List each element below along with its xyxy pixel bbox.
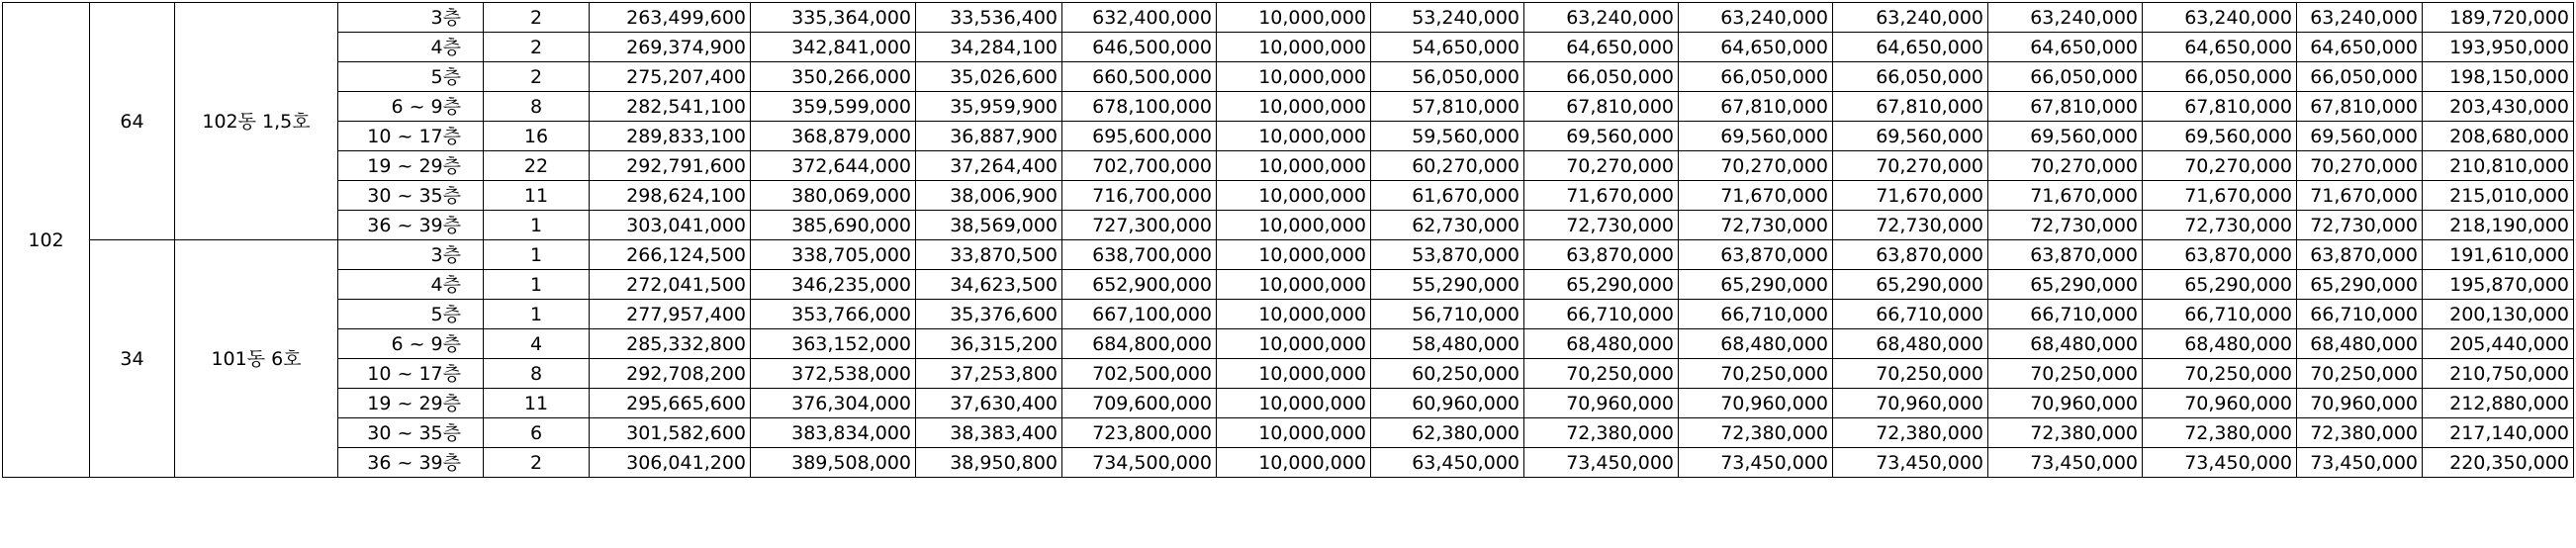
amount-cell: 38,569,000 xyxy=(916,211,1062,240)
amount-cell: 72,730,000 xyxy=(2297,211,2423,240)
amount-cell: 37,630,400 xyxy=(916,389,1062,418)
amount-cell: 64,650,000 xyxy=(1679,33,1833,62)
amount-cell: 65,290,000 xyxy=(1833,270,1988,300)
amount-cell: 53,240,000 xyxy=(1371,3,1524,33)
amount-cell: 191,610,000 xyxy=(2423,240,2574,270)
amount-cell: 67,810,000 xyxy=(1833,92,1988,122)
amount-cell: 10,000,000 xyxy=(1217,329,1371,359)
amount-cell: 189,720,000 xyxy=(2423,3,2574,33)
amount-cell: 272,041,500 xyxy=(590,270,751,300)
amount-cell: 383,834,000 xyxy=(751,418,916,448)
amount-cell: 73,450,000 xyxy=(2297,448,2423,478)
amount-cell: 208,680,000 xyxy=(2423,122,2574,151)
amount-cell: 73,450,000 xyxy=(1524,448,1679,478)
amount-cell: 210,810,000 xyxy=(2423,151,2574,181)
amount-cell: 10,000,000 xyxy=(1217,3,1371,33)
count-cell: 6 xyxy=(484,418,590,448)
amount-cell: 66,710,000 xyxy=(1988,300,2143,329)
amount-cell: 53,870,000 xyxy=(1371,240,1524,270)
amount-cell: 67,810,000 xyxy=(1524,92,1679,122)
amount-cell: 210,750,000 xyxy=(2423,359,2574,389)
amount-cell: 63,870,000 xyxy=(1988,240,2143,270)
amount-cell: 652,900,000 xyxy=(1062,270,1217,300)
amount-cell: 292,791,600 xyxy=(590,151,751,181)
amount-cell: 63,450,000 xyxy=(1371,448,1524,478)
amount-cell: 66,710,000 xyxy=(1679,300,1833,329)
amount-cell: 646,500,000 xyxy=(1062,33,1217,62)
amount-cell: 72,380,000 xyxy=(2143,418,2297,448)
amount-cell: 70,960,000 xyxy=(1833,389,1988,418)
amount-cell: 338,705,000 xyxy=(751,240,916,270)
floor-cell: 3층 xyxy=(338,3,484,33)
amount-cell: 55,290,000 xyxy=(1371,270,1524,300)
amount-cell: 72,730,000 xyxy=(2143,211,2297,240)
amount-cell: 71,670,000 xyxy=(1679,181,1833,211)
amount-cell: 62,380,000 xyxy=(1371,418,1524,448)
amount-cell: 295,665,600 xyxy=(590,389,751,418)
amount-cell: 57,810,000 xyxy=(1371,92,1524,122)
amount-cell: 70,270,000 xyxy=(2143,151,2297,181)
amount-cell: 10,000,000 xyxy=(1217,62,1371,92)
amount-cell: 10,000,000 xyxy=(1217,211,1371,240)
count-cell: 1 xyxy=(484,270,590,300)
table-row xyxy=(3,92,2574,122)
amount-cell: 34,623,500 xyxy=(916,270,1062,300)
amount-cell: 65,290,000 xyxy=(1679,270,1833,300)
table-row xyxy=(3,3,2574,33)
amount-cell: 63,870,000 xyxy=(1679,240,1833,270)
count-cell: 16 xyxy=(484,122,590,151)
amount-cell: 10,000,000 xyxy=(1217,240,1371,270)
amount-cell: 695,600,000 xyxy=(1062,122,1217,151)
amount-cell: 220,350,000 xyxy=(2423,448,2574,478)
amount-cell: 282,541,100 xyxy=(590,92,751,122)
floor-cell: 19 ~ 29층 xyxy=(338,389,484,418)
count-cell: 4 xyxy=(484,329,590,359)
amount-cell: 638,700,000 xyxy=(1062,240,1217,270)
amount-cell: 10,000,000 xyxy=(1217,418,1371,448)
amount-cell: 38,383,400 xyxy=(916,418,1062,448)
amount-cell: 389,508,000 xyxy=(751,448,916,478)
count-cell: 1 xyxy=(484,240,590,270)
amount-cell: 346,235,000 xyxy=(751,270,916,300)
amount-cell: 66,710,000 xyxy=(1833,300,1988,329)
amount-cell: 67,810,000 xyxy=(1988,92,2143,122)
amount-cell: 58,480,000 xyxy=(1371,329,1524,359)
amount-cell: 66,050,000 xyxy=(2143,62,2297,92)
amount-cell: 72,730,000 xyxy=(1679,211,1833,240)
units-cell: 34 xyxy=(90,240,175,478)
amount-cell: 10,000,000 xyxy=(1217,448,1371,478)
amount-cell: 72,730,000 xyxy=(1988,211,2143,240)
amount-cell: 63,240,000 xyxy=(1679,3,1833,33)
amount-cell: 66,050,000 xyxy=(2297,62,2423,92)
amount-cell: 289,833,100 xyxy=(590,122,751,151)
amount-cell: 63,240,000 xyxy=(2143,3,2297,33)
floor-cell: 4층 xyxy=(338,270,484,300)
amount-cell: 734,500,000 xyxy=(1062,448,1217,478)
amount-cell: 71,670,000 xyxy=(1988,181,2143,211)
units-cell: 64 xyxy=(90,3,175,240)
amount-cell: 63,870,000 xyxy=(1524,240,1679,270)
amount-cell: 684,800,000 xyxy=(1062,329,1217,359)
amount-cell: 380,069,000 xyxy=(751,181,916,211)
amount-cell: 70,960,000 xyxy=(1988,389,2143,418)
amount-cell: 60,250,000 xyxy=(1371,359,1524,389)
amount-cell: 63,240,000 xyxy=(2297,3,2423,33)
floor-cell: 4층 xyxy=(338,33,484,62)
amount-cell: 200,130,000 xyxy=(2423,300,2574,329)
table-row xyxy=(3,359,2574,389)
amount-cell: 64,650,000 xyxy=(2143,33,2297,62)
amount-cell: 68,480,000 xyxy=(2143,329,2297,359)
amount-cell: 70,250,000 xyxy=(1679,359,1833,389)
amount-cell: 72,730,000 xyxy=(1524,211,1679,240)
amount-cell: 70,270,000 xyxy=(1988,151,2143,181)
amount-cell: 10,000,000 xyxy=(1217,300,1371,329)
amount-cell: 385,690,000 xyxy=(751,211,916,240)
amount-cell: 303,041,000 xyxy=(590,211,751,240)
amount-cell: 38,950,800 xyxy=(916,448,1062,478)
amount-cell: 68,480,000 xyxy=(2297,329,2423,359)
amount-cell: 215,010,000 xyxy=(2423,181,2574,211)
amount-cell: 716,700,000 xyxy=(1062,181,1217,211)
amount-cell: 61,670,000 xyxy=(1371,181,1524,211)
amount-cell: 71,670,000 xyxy=(1524,181,1679,211)
amount-cell: 73,450,000 xyxy=(2143,448,2297,478)
table-row xyxy=(3,122,2574,151)
amount-cell: 350,266,000 xyxy=(751,62,916,92)
amount-cell: 60,960,000 xyxy=(1371,389,1524,418)
floor-cell: 10 ~ 17층 xyxy=(338,359,484,389)
block-cell: 102동 1,5호 xyxy=(175,3,338,240)
amount-cell: 709,600,000 xyxy=(1062,389,1217,418)
amount-cell: 66,710,000 xyxy=(2297,300,2423,329)
amount-cell: 65,290,000 xyxy=(2297,270,2423,300)
count-cell: 8 xyxy=(484,92,590,122)
count-cell: 2 xyxy=(484,62,590,92)
amount-cell: 363,152,000 xyxy=(751,329,916,359)
amount-cell: 218,190,000 xyxy=(2423,211,2574,240)
amount-cell: 63,240,000 xyxy=(1833,3,1988,33)
amount-cell: 65,290,000 xyxy=(2143,270,2297,300)
amount-cell: 70,270,000 xyxy=(1833,151,1988,181)
amount-cell: 368,879,000 xyxy=(751,122,916,151)
amount-cell: 275,207,400 xyxy=(590,62,751,92)
amount-cell: 66,050,000 xyxy=(1679,62,1833,92)
amount-cell: 34,284,100 xyxy=(916,33,1062,62)
amount-cell: 359,599,000 xyxy=(751,92,916,122)
amount-cell: 56,710,000 xyxy=(1371,300,1524,329)
amount-cell: 70,960,000 xyxy=(2297,389,2423,418)
amount-cell: 70,250,000 xyxy=(2297,359,2423,389)
floor-cell: 30 ~ 35층 xyxy=(338,181,484,211)
amount-cell: 10,000,000 xyxy=(1217,359,1371,389)
floor-cell: 3층 xyxy=(338,240,484,270)
amount-cell: 36,315,200 xyxy=(916,329,1062,359)
amount-cell: 376,304,000 xyxy=(751,389,916,418)
amount-cell: 71,670,000 xyxy=(2297,181,2423,211)
amount-cell: 205,440,000 xyxy=(2423,329,2574,359)
amount-cell: 37,253,800 xyxy=(916,359,1062,389)
amount-cell: 72,380,000 xyxy=(2297,418,2423,448)
amount-cell: 193,950,000 xyxy=(2423,33,2574,62)
amount-cell: 702,700,000 xyxy=(1062,151,1217,181)
amount-cell: 70,250,000 xyxy=(1988,359,2143,389)
amount-cell: 372,644,000 xyxy=(751,151,916,181)
amount-cell: 298,624,100 xyxy=(590,181,751,211)
amount-cell: 73,450,000 xyxy=(1679,448,1833,478)
table-row xyxy=(3,300,2574,329)
amount-cell: 203,430,000 xyxy=(2423,92,2574,122)
amount-cell: 64,650,000 xyxy=(1833,33,1988,62)
table-row xyxy=(3,151,2574,181)
amount-cell: 285,332,800 xyxy=(590,329,751,359)
table-row xyxy=(3,181,2574,211)
amount-cell: 70,960,000 xyxy=(2143,389,2297,418)
table-row xyxy=(3,240,2574,270)
count-cell: 11 xyxy=(484,389,590,418)
amount-cell: 62,730,000 xyxy=(1371,211,1524,240)
amount-cell: 70,250,000 xyxy=(2143,359,2297,389)
count-cell: 11 xyxy=(484,181,590,211)
amount-cell: 266,124,500 xyxy=(590,240,751,270)
amount-cell: 70,250,000 xyxy=(1524,359,1679,389)
amount-cell: 35,376,600 xyxy=(916,300,1062,329)
amount-cell: 70,270,000 xyxy=(2297,151,2423,181)
price-table-body xyxy=(3,3,2574,478)
amount-cell: 73,450,000 xyxy=(1833,448,1988,478)
amount-cell: 10,000,000 xyxy=(1217,122,1371,151)
amount-cell: 69,560,000 xyxy=(1524,122,1679,151)
amount-cell: 678,100,000 xyxy=(1062,92,1217,122)
amount-cell: 67,810,000 xyxy=(2297,92,2423,122)
table-row xyxy=(3,211,2574,240)
amount-cell: 372,538,000 xyxy=(751,359,916,389)
amount-cell: 35,959,900 xyxy=(916,92,1062,122)
amount-cell: 66,050,000 xyxy=(1524,62,1679,92)
amount-cell: 72,380,000 xyxy=(1988,418,2143,448)
amount-cell: 68,480,000 xyxy=(1524,329,1679,359)
floor-cell: 5층 xyxy=(338,300,484,329)
amount-cell: 63,240,000 xyxy=(1988,3,2143,33)
amount-cell: 63,870,000 xyxy=(2143,240,2297,270)
count-cell: 2 xyxy=(484,448,590,478)
amount-cell: 63,870,000 xyxy=(1833,240,1988,270)
floor-cell: 10 ~ 17층 xyxy=(338,122,484,151)
floor-cell: 19 ~ 29층 xyxy=(338,151,484,181)
amount-cell: 70,960,000 xyxy=(1524,389,1679,418)
floor-cell: 5층 xyxy=(338,62,484,92)
amount-cell: 727,300,000 xyxy=(1062,211,1217,240)
amount-cell: 67,810,000 xyxy=(1679,92,1833,122)
count-cell: 22 xyxy=(484,151,590,181)
amount-cell: 68,480,000 xyxy=(1988,329,2143,359)
table-row xyxy=(3,389,2574,418)
floor-cell: 30 ~ 35층 xyxy=(338,418,484,448)
amount-cell: 277,957,400 xyxy=(590,300,751,329)
table-row xyxy=(3,329,2574,359)
count-cell: 1 xyxy=(484,300,590,329)
count-cell: 8 xyxy=(484,359,590,389)
amount-cell: 60,270,000 xyxy=(1371,151,1524,181)
amount-cell: 292,708,200 xyxy=(590,359,751,389)
table-row xyxy=(3,448,2574,478)
amount-cell: 72,730,000 xyxy=(1833,211,1988,240)
table-row xyxy=(3,62,2574,92)
amount-cell: 33,870,500 xyxy=(916,240,1062,270)
floor-cell: 6 ~ 9층 xyxy=(338,329,484,359)
amount-cell: 217,140,000 xyxy=(2423,418,2574,448)
amount-cell: 353,766,000 xyxy=(751,300,916,329)
amount-cell: 69,560,000 xyxy=(1679,122,1833,151)
amount-cell: 35,026,600 xyxy=(916,62,1062,92)
amount-cell: 667,100,000 xyxy=(1062,300,1217,329)
amount-cell: 10,000,000 xyxy=(1217,270,1371,300)
amount-cell: 68,480,000 xyxy=(1833,329,1988,359)
amount-cell: 64,650,000 xyxy=(2297,33,2423,62)
amount-cell: 38,006,900 xyxy=(916,181,1062,211)
amount-cell: 70,960,000 xyxy=(1679,389,1833,418)
amount-cell: 65,290,000 xyxy=(1524,270,1679,300)
floor-cell: 36 ~ 39층 xyxy=(338,448,484,478)
amount-cell: 37,264,400 xyxy=(916,151,1062,181)
amount-cell: 73,450,000 xyxy=(1988,448,2143,478)
amount-cell: 64,650,000 xyxy=(1524,33,1679,62)
amount-cell: 70,270,000 xyxy=(1524,151,1679,181)
amount-cell: 269,374,900 xyxy=(590,33,751,62)
amount-cell: 63,870,000 xyxy=(2297,240,2423,270)
price-table xyxy=(2,2,2574,478)
complex-cell: 102 xyxy=(3,3,90,478)
amount-cell: 632,400,000 xyxy=(1062,3,1217,33)
amount-cell: 212,880,000 xyxy=(2423,389,2574,418)
block-cell: 101동 6호 xyxy=(175,240,338,478)
amount-cell: 63,240,000 xyxy=(1524,3,1679,33)
amount-cell: 10,000,000 xyxy=(1217,33,1371,62)
amount-cell: 67,810,000 xyxy=(2143,92,2297,122)
amount-cell: 69,560,000 xyxy=(2297,122,2423,151)
amount-cell: 335,364,000 xyxy=(751,3,916,33)
floor-cell: 6 ~ 9층 xyxy=(338,92,484,122)
amount-cell: 10,000,000 xyxy=(1217,92,1371,122)
amount-cell: 71,670,000 xyxy=(1833,181,1988,211)
amount-cell: 702,500,000 xyxy=(1062,359,1217,389)
amount-cell: 56,050,000 xyxy=(1371,62,1524,92)
floor-cell: 36 ~ 39층 xyxy=(338,211,484,240)
amount-cell: 66,710,000 xyxy=(1524,300,1679,329)
amount-cell: 65,290,000 xyxy=(1988,270,2143,300)
amount-cell: 70,270,000 xyxy=(1679,151,1833,181)
count-cell: 2 xyxy=(484,3,590,33)
amount-cell: 723,800,000 xyxy=(1062,418,1217,448)
amount-cell: 69,560,000 xyxy=(2143,122,2297,151)
amount-cell: 66,050,000 xyxy=(1833,62,1988,92)
count-cell: 1 xyxy=(484,211,590,240)
table-row xyxy=(3,418,2574,448)
amount-cell: 10,000,000 xyxy=(1217,389,1371,418)
amount-cell: 54,650,000 xyxy=(1371,33,1524,62)
amount-cell: 69,560,000 xyxy=(1833,122,1988,151)
amount-cell: 72,380,000 xyxy=(1524,418,1679,448)
table-row xyxy=(3,33,2574,62)
amount-cell: 36,887,900 xyxy=(916,122,1062,151)
count-cell: 2 xyxy=(484,33,590,62)
amount-cell: 306,041,200 xyxy=(590,448,751,478)
amount-cell: 72,380,000 xyxy=(1833,418,1988,448)
amount-cell: 64,650,000 xyxy=(1988,33,2143,62)
amount-cell: 198,150,000 xyxy=(2423,62,2574,92)
amount-cell: 10,000,000 xyxy=(1217,181,1371,211)
amount-cell: 71,670,000 xyxy=(2143,181,2297,211)
amount-cell: 263,499,600 xyxy=(590,3,751,33)
amount-cell: 660,500,000 xyxy=(1062,62,1217,92)
amount-cell: 59,560,000 xyxy=(1371,122,1524,151)
amount-cell: 70,250,000 xyxy=(1833,359,1988,389)
amount-cell: 66,050,000 xyxy=(1988,62,2143,92)
amount-cell: 301,582,600 xyxy=(590,418,751,448)
amount-cell: 342,841,000 xyxy=(751,33,916,62)
amount-cell: 69,560,000 xyxy=(1988,122,2143,151)
amount-cell: 66,710,000 xyxy=(2143,300,2297,329)
amount-cell: 68,480,000 xyxy=(1679,329,1833,359)
amount-cell: 10,000,000 xyxy=(1217,151,1371,181)
table-row xyxy=(3,270,2574,300)
amount-cell: 33,536,400 xyxy=(916,3,1062,33)
amount-cell: 72,380,000 xyxy=(1679,418,1833,448)
amount-cell: 195,870,000 xyxy=(2423,270,2574,300)
